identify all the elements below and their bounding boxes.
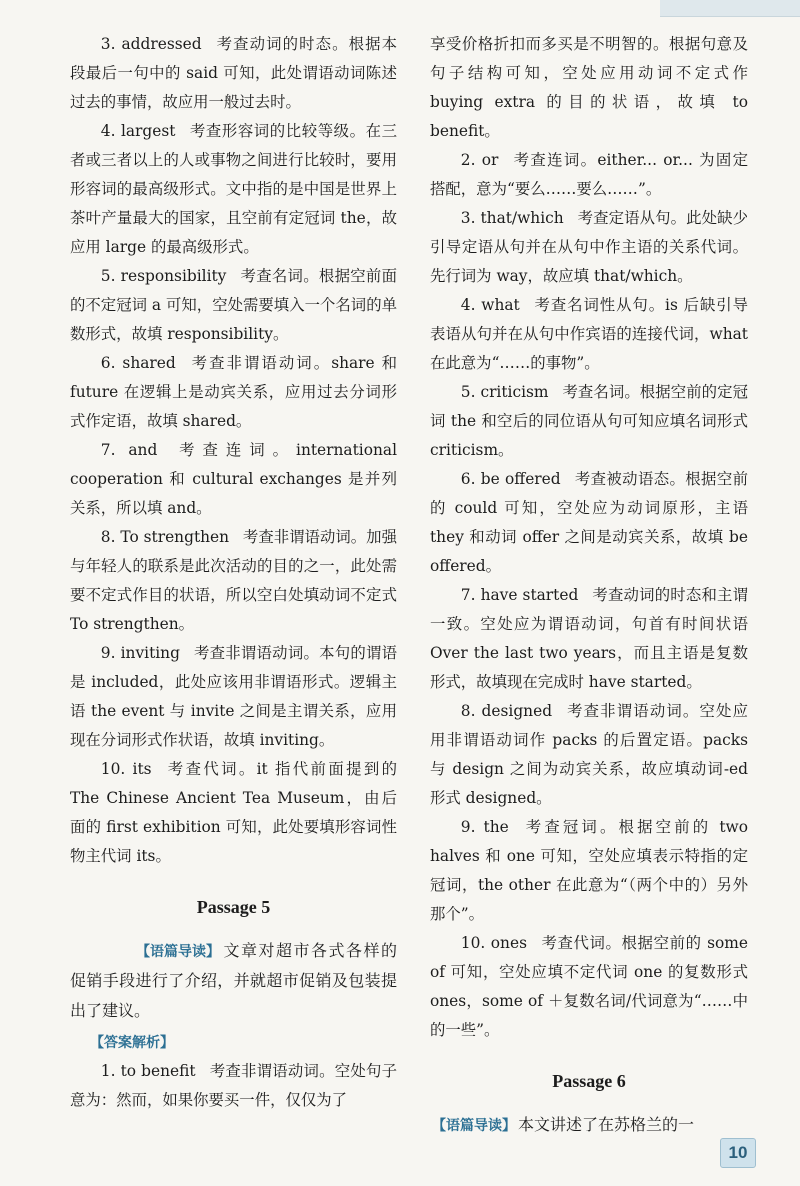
answer-term: 2. or [460,151,499,169]
answer-item [430,581,748,697]
answer-term: 7. have started [460,586,579,604]
answer-item [70,262,397,349]
answer-explanation: 考查代词。根据空前的 some of 可知，空处应填不定代词 one 的复数形式 ones，some of ＋复数名词/代词意为“……中的一些”。 [430,934,748,1039]
passage-5-title: Passage 5 [196,897,271,917]
answer-tag: 【答案解析】 [90,1035,174,1051]
answer-term: 5. responsibility [100,267,227,285]
answer-item [430,465,748,581]
answer-term: 3. addressed [100,35,202,53]
answer-item [70,1057,397,1115]
header-decoration [660,0,800,17]
answer-term: 10. ones [460,934,527,952]
left-column [70,30,397,1115]
answer-explanation: 考查非谓语动词。本句的谓语是 included，此处应该用非谓语形式。逻辑主语 the event 与 invite 之间是主谓关系，应用现在分词形式作状语，故填 inviting。 [70,644,397,749]
answer-item [70,639,397,755]
page-number: 10 [720,1138,756,1168]
answer-term: 7. and [100,441,158,459]
answer-explanation: 考查名词。根据空前的定冠词 the 和空后的同位语从句可知应填名词形式 criticism。 [430,383,748,459]
answer-item [70,349,397,436]
answer-explanation: 考查冠词。根据空前的 two halves 和 one 可知，空处应填表示特指的定冠词，the other 在此意为“（两个中的）另外那个”。 [430,818,748,923]
right-column [430,30,748,1140]
answer-explanation: 考查代词。it 指代前面提到的 The Chinese Ancient Tea Museum，由后面的 first exhibition 可知，此处要填形容词性物主代词 its。 [70,760,398,865]
answer-item [430,929,748,1045]
answer-explanation: 考查动词的时态和主谓一致。空处应为谓语动词，句首有时间状语 Over the last two years，而且主语是复数形式，故填现在完成时 have started。 [430,586,748,691]
answer-term: 9. the [460,818,509,836]
answer-explanation: 考查名词性从句。is 后缺引导表语从句并在从句中作宾语的连接代词，what 在此意为“……的事物”。 [430,296,748,372]
guide-text: 文章对超市各式各样的促销手段进行了介绍，并就超市促销及包装提出了建议。 [70,941,397,1020]
answer-explanation: 考查连词。either... or... 为固定搭配，意为“要么……要么……”。 [430,151,748,198]
answer-term: 9. inviting [100,644,180,662]
answer-explanation: 考查动词的时态。根据本段最后一句中的 said 可知，此处谓语动词陈述过去的事情，故应用一般过去时。 [70,35,397,111]
guide-tag: 【语篇导读】 [432,1118,516,1134]
answer-continuation: 享受价格折扣而多买是不明智的。根据句意及句子结构可知，空处应用动词不定式作 buying extra 的目的状语，故填 to benefit。 [430,35,748,140]
answer-explanation: 考查非谓语动词。share 和 future 在逻辑上是动宾关系，应用过去分词形式作定语，故填 shared。 [70,354,397,430]
guide-text: 本文讲述了在苏格兰的一 [518,1115,695,1134]
answer-item [430,813,748,929]
answer-explanation: 考查连词。international cooperation 和 cultural exchanges 是并列关系，所以填 and。 [70,441,397,517]
answer-term: 8. designed [460,702,553,720]
answer-term: 3. that/which [460,209,564,227]
guide-tag: 【语篇导读】 [136,944,220,960]
answer-item [430,291,748,378]
answer-term: 8. To strengthen [100,528,230,546]
answer-term: 10. its [100,760,152,778]
answer-item [430,697,748,813]
answer-term: 5. criticism [460,383,549,401]
passage-6-title: Passage 6 [552,1071,626,1091]
answer-term: 1. to benefit [100,1062,196,1080]
answer-item [70,117,397,262]
answer-item [70,755,397,871]
answer-explanation: 考查被动语态。根据空前的 could 可知，空处应为动词原形，主语 they 和动词 offer 之间是动宾关系，故填 be offered。 [430,470,748,575]
passage-6-guide [430,1110,748,1140]
answer-term: 6. be offered [460,470,561,488]
answer-term: 4. what [460,296,520,314]
answer-term: 6. shared [100,354,176,372]
answer-item [430,204,748,291]
answer-explanation: 考查定语从句。此处缺少引导定语从句并在从句中作主语的关系代词。先行词为 way，故应填 that/which。 [430,209,748,285]
answer-item [70,30,397,117]
answer-explanation: 考查名词。根据空前面的不定冠词 a 可知，空处需要填入一个名词的单数形式，故填 responsibility。 [70,267,397,343]
passage-5-guide [70,936,397,1026]
answer-item [430,378,748,465]
answer-explanation: 考查非谓语动词。空处应用非谓语动词作 packs 的后置定语。packs 与 design 之间为动宾关系，故应填动词-ed 形式 designed。 [430,702,748,807]
answer-item [430,146,748,204]
answer-analysis-heading [88,1028,397,1057]
answer-explanation: 考查非谓语动词。加强与年轻人的联系是此次活动的目的之一，此处需要不定式作目的状语，所以空白处填动词不定式 To strengthen。 [70,528,397,633]
answer-item [70,436,397,523]
answer-term: 4. largest [100,122,176,140]
answer-explanation: 考查形容词的比较等级。在三者或三者以上的人或事物之间进行比较时，要用形容词的最高级形式。文中指的是中国是世界上茶叶产量最大的国家，且空前有定冠词 the，故应用 large 的最高级形式。 [70,122,397,256]
answer-explanation: 考查非谓语动词。空处句子意为：然而，如果你要买一件，仅仅为了 [70,1062,397,1109]
answer-item [70,523,397,639]
